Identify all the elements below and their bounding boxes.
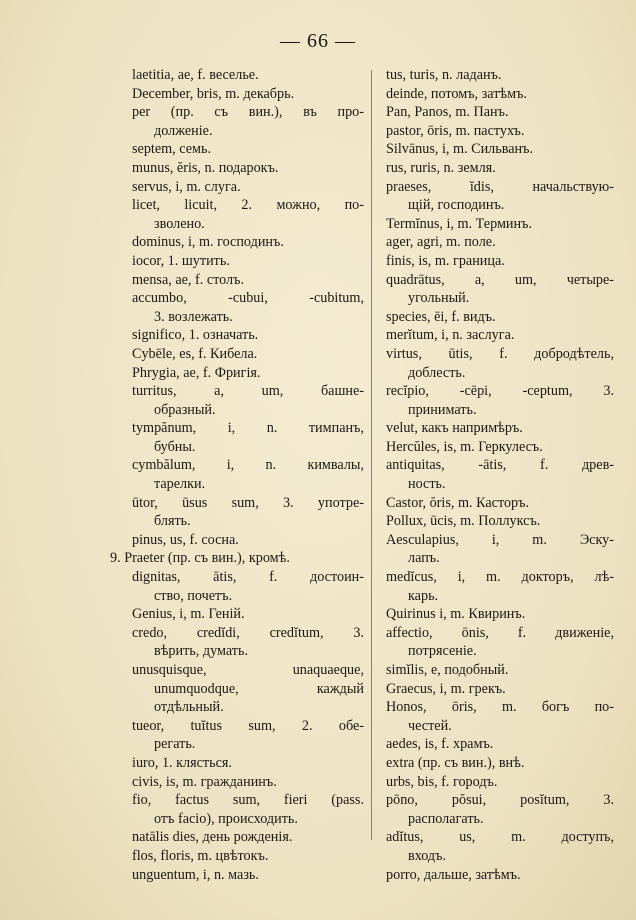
entry-headword-line: iuro, 1. клясться.: [132, 754, 232, 771]
entry-headword-line: civis, is, m. гражданинъ.: [132, 773, 277, 790]
entry-headword-line: pastor, ōris, m. пастухъ.: [386, 122, 525, 139]
vocab-entry: [110, 549, 364, 568]
vocab-entry: [132, 847, 364, 866]
entry-headword-line: December, bris, m. декабрь.: [132, 85, 295, 102]
entry-headword-line: velut, какъ напримѣръ.: [386, 420, 523, 437]
vocab-entry: [386, 438, 614, 457]
entry-headword-line: cymbălum, i, n. кимвалы,: [132, 457, 364, 474]
vocab-entry: [132, 828, 364, 847]
vocab-entry: [132, 382, 364, 419]
entry-headword-line: praeses, ĭdis, начальствую-: [386, 178, 614, 195]
entry-headword-line: affectio, ōnis, f. движеніе,: [386, 624, 614, 641]
vocab-entry: [132, 233, 364, 252]
entry-headword-line: unusquisque, unaquaeque,: [132, 662, 364, 678]
vocab-entry: [132, 605, 364, 624]
vocab-entry: [386, 103, 614, 122]
entry-continuation-line: честей.: [408, 717, 452, 734]
vocab-entry: [386, 233, 614, 252]
entry-headword-line: Hercŭles, is, m. Геркулесъ.: [386, 438, 543, 455]
vocab-entry: [132, 178, 364, 197]
entry-continuation-line: бубны.: [154, 438, 196, 455]
vocab-entry: [386, 828, 614, 865]
vocab-entry: [386, 140, 614, 159]
entry-headword-line: Graecus, i, m. грекъ.: [386, 680, 506, 697]
vocab-entry: [132, 364, 364, 383]
entry-headword-line: 9. Praeter (пр. съ вин.), кромѣ.: [110, 550, 290, 567]
vocab-entry: [132, 661, 364, 717]
entry-continuation-line: зволено.: [154, 215, 205, 232]
entry-continuation-line: потрясеніе.: [408, 643, 477, 660]
vocab-entry: [132, 345, 364, 364]
page-number: — 66 —: [280, 30, 356, 52]
entry-headword-line: porro, дальше, затѣмъ.: [386, 866, 521, 883]
entry-headword-line: licet, licuit, 2. можно, по-: [132, 197, 364, 214]
vocab-entry: [386, 531, 614, 568]
vocab-entry: [386, 308, 614, 327]
entry-headword-line: ūtor, ūsus sum, 3. употре-: [132, 494, 364, 511]
entry-continuation-line: тарелки.: [154, 476, 206, 493]
vocab-entry: [386, 85, 614, 104]
entry-headword-line: munus, ĕris, n. подарокъ.: [132, 159, 279, 176]
entry-headword-line: dominus, i, m. господинъ.: [132, 234, 284, 251]
vocab-entry: [386, 252, 614, 271]
vocab-entry: [386, 661, 614, 680]
vocab-entry: [386, 456, 614, 493]
entry-headword-line: quadrātus, a, um, четыре-: [386, 271, 614, 288]
vocab-entry: [132, 624, 364, 661]
entry-headword-line: Termĭnus, i, m. Терминъ.: [386, 215, 532, 232]
vocab-entry: [132, 866, 364, 885]
entry-headword-line: natālis dies, день рожденія.: [132, 829, 293, 846]
vocab-entry: [386, 419, 614, 438]
vocab-entry: [132, 754, 364, 773]
vocab-entry: [132, 419, 364, 456]
vocab-entry: [386, 866, 614, 885]
vocab-entry: [386, 754, 614, 773]
vocab-entry: [132, 196, 364, 233]
vocab-entry: [132, 568, 364, 605]
entry-continuation-line: ство, почетъ.: [154, 587, 233, 604]
entry-headword-line: urbs, bis, f. городъ.: [386, 773, 498, 790]
entry-headword-line: per (пр. съ вин.), въ про-: [132, 104, 364, 121]
entry-headword-line: dignitas, ātis, f. достоин-: [132, 569, 364, 586]
vocab-entry: [386, 735, 614, 754]
entry-continuation-line: отъ facio), происходить.: [154, 810, 298, 827]
entry-continuation-line: вѣрить, думать.: [154, 643, 249, 660]
vocab-entry: [132, 531, 364, 550]
entry-headword-line: species, ēi, f. видъ.: [386, 308, 496, 325]
entry-continuation-line: 3. возлежать.: [154, 308, 233, 325]
entry-continuation-line: входъ.: [408, 847, 447, 864]
vocab-entry: [132, 271, 364, 290]
entry-headword-line: adĭtus, us, m. доступъ,: [386, 829, 614, 846]
entry-headword-line: significo, 1. означать.: [132, 327, 259, 344]
entry-headword-line: servus, i, m. слуга.: [132, 178, 241, 195]
entry-headword-line: Castor, ŏris, m. Касторъ.: [386, 494, 530, 511]
entry-headword-line: Genius, i, m. Геній.: [132, 606, 245, 623]
vocab-entry: [386, 698, 614, 735]
vocab-entry: [386, 122, 614, 141]
entry-continuation-line: блять.: [154, 513, 191, 530]
column-divider: [371, 70, 372, 840]
vocab-entry: [386, 791, 614, 828]
entry-continuation-line: принимать.: [408, 401, 477, 418]
entry-headword-line: Pan, Panos, m. Панъ.: [386, 104, 509, 121]
entry-headword-line: aedes, is, f. храмъ.: [386, 736, 494, 753]
entry-continuation-line: щій, господинъ.: [408, 197, 505, 214]
entry-headword-line: extra (пр. съ вин.), внѣ.: [386, 754, 525, 771]
entry-continuation-line: угольный.: [408, 290, 470, 307]
entry-continuation-line: располагать.: [408, 810, 484, 827]
entry-headword-line: tus, turis, n. ладанъ.: [386, 67, 502, 83]
entry-headword-line: pinus, us, f. сосна.: [132, 531, 239, 548]
entry-headword-line: deinde, потомъ, затѣмъ.: [386, 85, 527, 102]
vocab-entry: [386, 326, 614, 345]
vocab-entry: [386, 605, 614, 624]
vocab-entry: [386, 345, 614, 382]
vocab-entry: [132, 717, 364, 754]
vocab-entry: [132, 494, 364, 531]
entry-headword-line: Phrygia, ae, f. Фригія.: [132, 364, 261, 381]
entry-headword-line: Pollux, ūcis, m. Поллуксъ.: [386, 513, 541, 530]
vocab-entry: [132, 326, 364, 345]
vocab-entry: [386, 512, 614, 531]
entry-headword-line: turritus, a, um, башне-: [132, 383, 364, 400]
entry-continuation-line: доблесть.: [408, 364, 466, 381]
entry-headword-line: merĭtum, i, n. заслуга.: [386, 327, 515, 344]
entry-headword-line: finis, is, m. граница.: [386, 252, 505, 269]
entry-headword-line: flos, floris, m. цвѣтокъ.: [132, 847, 269, 864]
vocab-entry: [132, 456, 364, 493]
entry-headword-line: Cybēle, es, f. Кибела.: [132, 345, 258, 362]
entry-headword-line: rus, ruris, n. земля.: [386, 159, 496, 176]
entry-headword-line: laetitia, ae, f. веселье.: [132, 67, 259, 83]
entry-continuation-line: регать.: [154, 736, 196, 753]
vocab-entry: [386, 494, 614, 513]
entry-headword-line: Silvānus, i, m. Сильванъ.: [386, 141, 534, 158]
vocab-entry: [132, 159, 364, 178]
entry-headword-line: unguentum, i, n. мазь.: [132, 866, 259, 883]
entry-continuation-line: лапъ.: [408, 550, 440, 567]
entry-headword-line: credo, credĭdi, credĭtum, 3.: [132, 624, 364, 641]
entry-headword-line: tympănum, i, n. тимпанъ,: [132, 420, 364, 437]
vocab-entry: [386, 568, 614, 605]
entry-headword-line: Aesculapius, i, m. Эску-: [386, 531, 614, 548]
entry-headword-line: simĭlis, e, подобный.: [386, 662, 509, 678]
vocab-entry: [386, 773, 614, 792]
entry-headword-line: accumbo, -cubui, -cubitum,: [132, 290, 364, 307]
vocab-entry: [132, 252, 364, 271]
entry-headword-line: virtus, ūtis, f. добродѣтель,: [386, 345, 614, 362]
vocab-entry: [386, 178, 614, 215]
entry-continuation-line: карь.: [408, 587, 439, 604]
left-column: [110, 66, 364, 884]
entry-continuation-line: ность.: [408, 476, 446, 493]
vocab-entry: [132, 791, 364, 828]
vocab-entry: [132, 773, 364, 792]
entry-headword-line: Quirinus i, m. Квиринъ.: [386, 606, 526, 623]
vocab-entry: [386, 680, 614, 699]
entry-continuation-line: образный.: [154, 401, 216, 418]
vocab-entry: [132, 140, 364, 159]
entry-headword-line: septem, семь.: [132, 141, 212, 158]
entry-headword-line: tueor, tuĭtus sum, 2. обе-: [132, 717, 364, 734]
vocab-entry: [132, 85, 364, 104]
entry-headword-line: mensa, ae, f. столъ.: [132, 271, 245, 288]
vocab-entry: [386, 382, 614, 419]
entry-continuation-line: unumquodque, каждый: [154, 680, 364, 697]
vocab-entry: [132, 66, 364, 85]
entry-headword-line: fio, factus sum, fieri (pass.: [132, 792, 364, 809]
entry-headword-line: pōno, pŏsui, posĭtum, 3.: [386, 792, 614, 809]
entry-headword-line: recĭpio, -cēpi, -ceptum, 3.: [386, 383, 614, 400]
vocab-entry: [132, 289, 364, 326]
entry-headword-line: medĭcus, i, m. докторъ, лѣ-: [386, 569, 614, 586]
vocab-entry: [386, 66, 614, 85]
entry-continuation-line: отдѣльный.: [154, 699, 224, 716]
entry-headword-line: antiquitas, -ātis, f. древ-: [386, 457, 614, 474]
entry-headword-line: Honos, ōris, m. богъ по-: [386, 699, 614, 716]
vocab-entry: [132, 103, 364, 140]
entry-continuation-line: долженіе.: [154, 122, 213, 139]
vocab-entry: [386, 271, 614, 308]
entry-headword-line: iocor, 1. шутить.: [132, 252, 230, 269]
vocab-entry: [386, 624, 614, 661]
vocab-entry: [386, 159, 614, 178]
right-column: [386, 66, 614, 884]
entry-headword-line: ager, agri, m. поле.: [386, 234, 496, 251]
vocab-entry: [386, 215, 614, 234]
